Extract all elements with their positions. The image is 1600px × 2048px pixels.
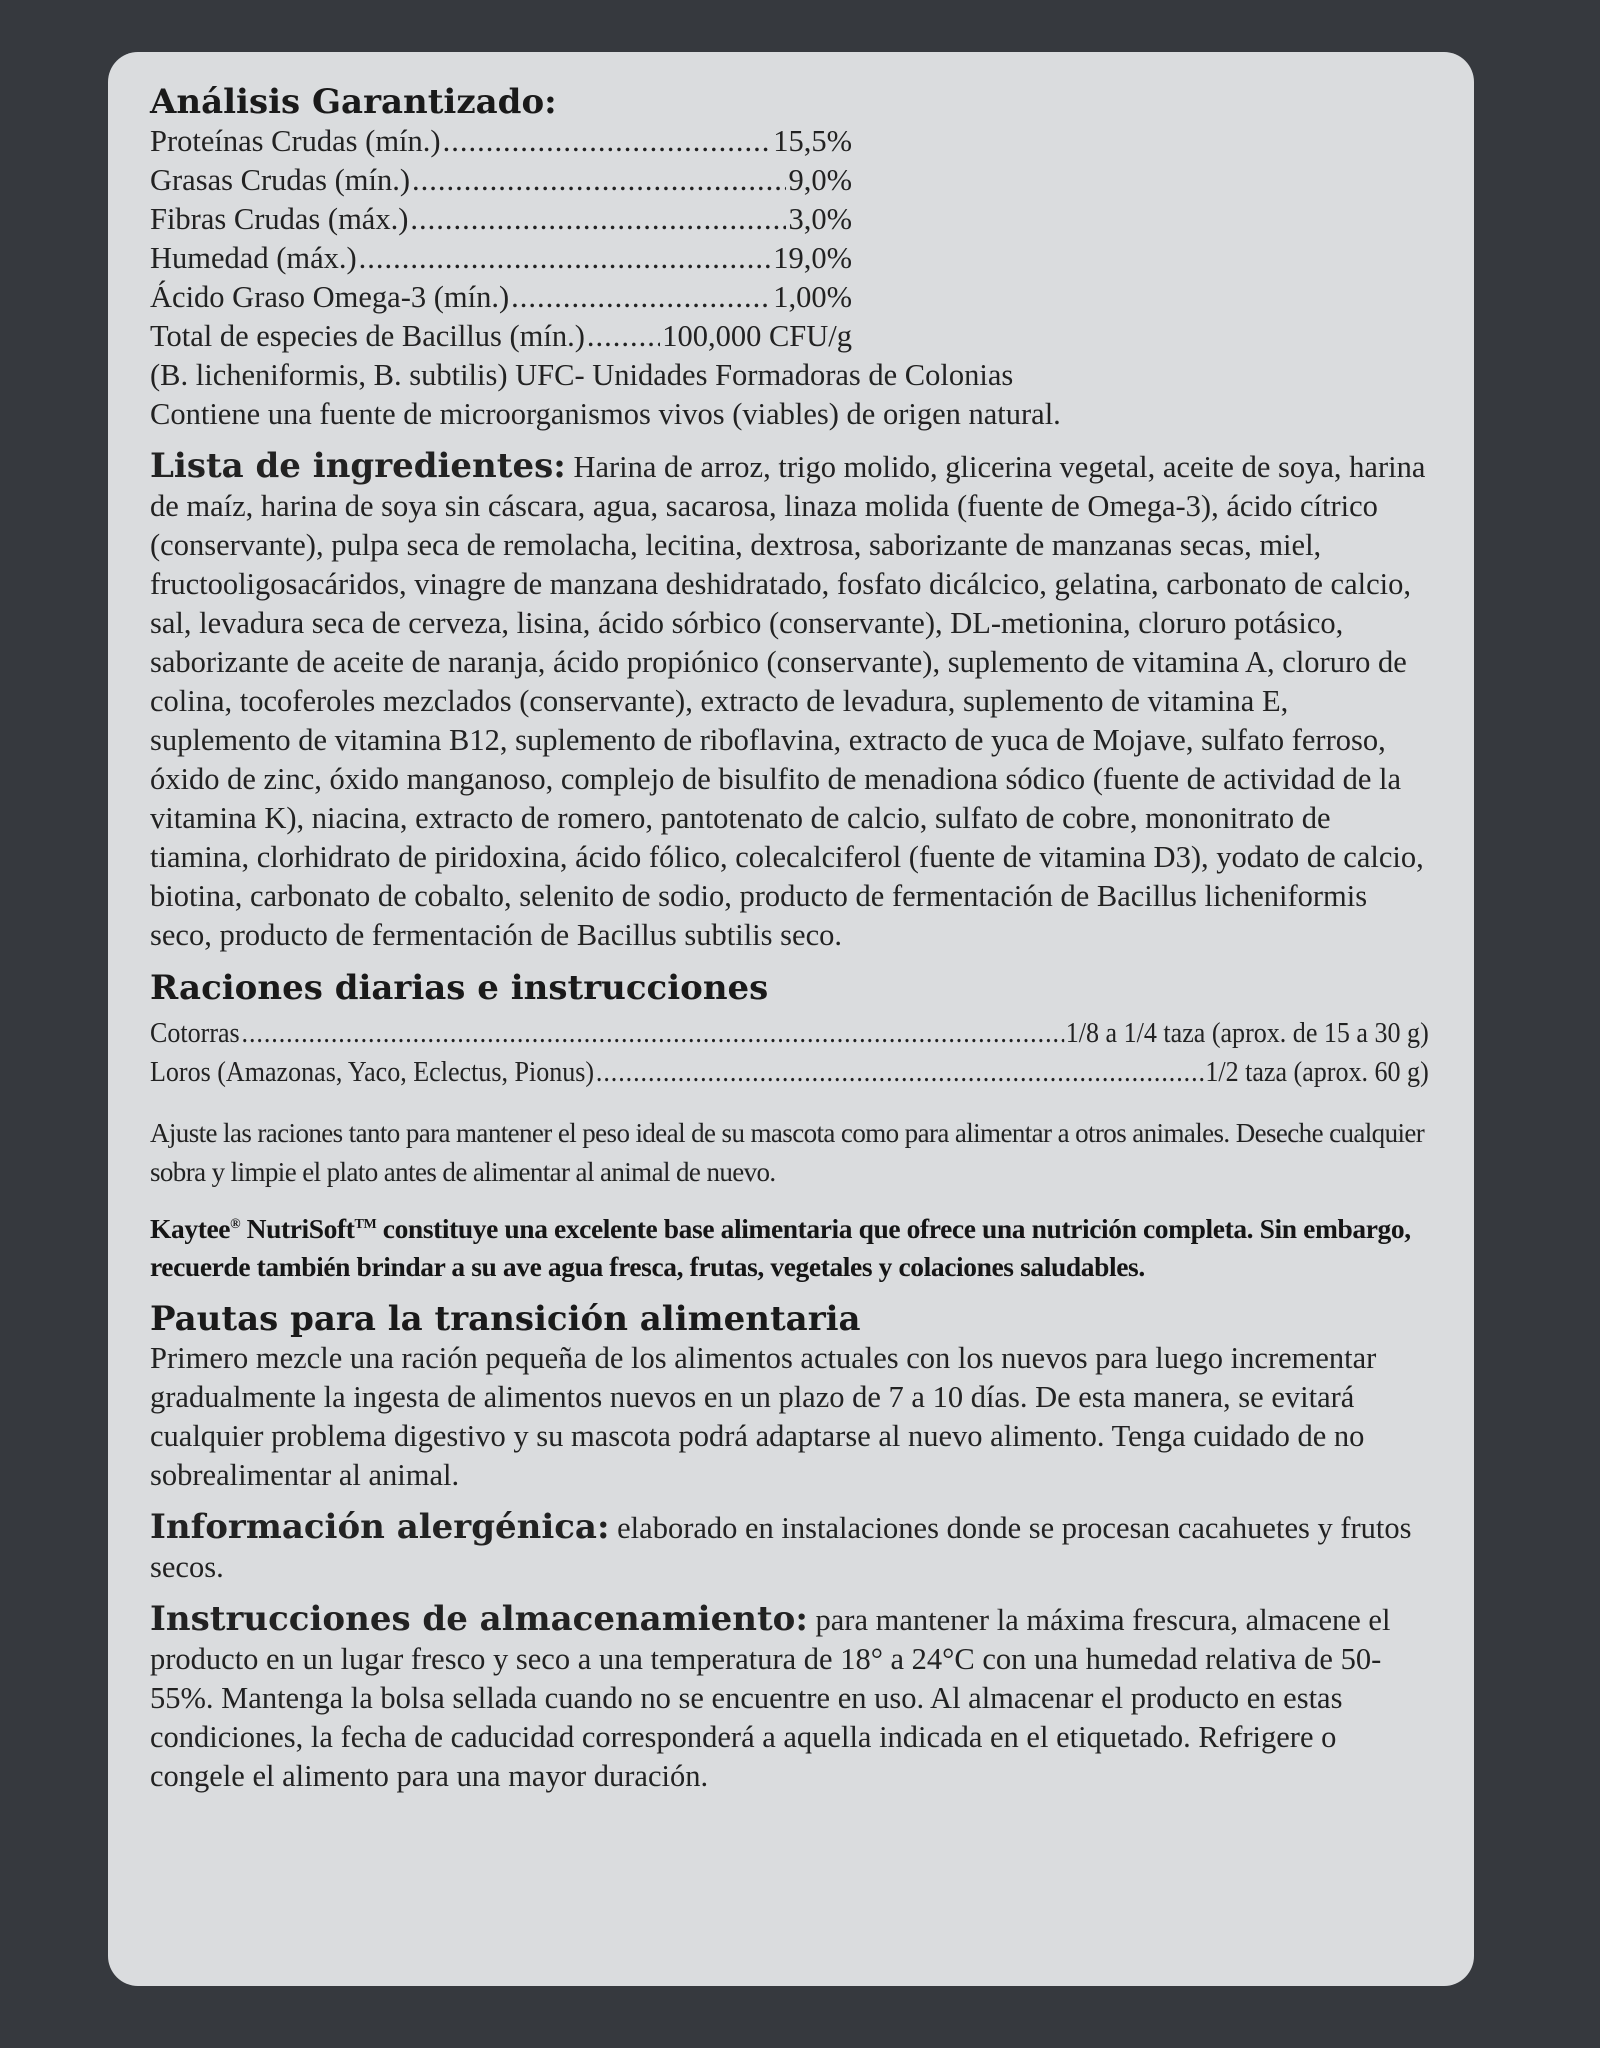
analysis-label: Proteínas Crudas (mín.): [150, 124, 441, 158]
storage-title: Instrucciones de almacenamiento:: [150, 1599, 808, 1639]
feeding-row: [150, 1014, 1429, 1053]
analysis-footnote-live-cultures: Contiene una fuente de microorganismos vivos (viables) de origen natural.: [150, 397, 1061, 431]
analysis-row: [150, 317, 852, 356]
storage-text: para mantener la máxima frescura, almacene el producto en un lugar fresco y seco a una temperatura de 18° a 24°C con una humedad relativa de 50-55%. Mantenga la bolsa sellada cuando no se encuentre en uso. Al almacenar el producto en estas condiciones, la fecha de caducidad corresponderá a aquella indicada en el etiquetado. Refrigere o congele el alimento para una mayor duración.: [150, 1603, 1391, 1793]
analysis-row: [150, 200, 852, 239]
nutrition-statement: [150, 1210, 1434, 1286]
ingredients-section: [150, 447, 1434, 955]
feeding-row: [150, 1053, 1429, 1092]
leader-dots: [511, 278, 771, 317]
guaranteed-analysis-table: [150, 122, 852, 356]
allergen-title: Información alergénica:: [150, 1507, 610, 1547]
allergen-section: [150, 1508, 1434, 1587]
analysis-footnote-cfu: (B. licheniformis, B. subtilis) UFC- Unidades Formadoras de Colonias: [150, 358, 1014, 392]
feeding-label: Loros (Amazonas, Yaco, Eclectus, Pionus): [150, 1057, 595, 1088]
leader-dots: [242, 1014, 1064, 1053]
product-name: NutriSoft: [246, 1213, 355, 1244]
label-panel: [108, 52, 1474, 1986]
analysis-row: [150, 239, 852, 278]
analysis-label: Humedad (máx.): [150, 241, 357, 275]
analysis-value: 3,0%: [788, 202, 852, 236]
analysis-value: 9,0%: [788, 163, 852, 197]
transition-title: Pautas para la transición alimentaria: [150, 1299, 861, 1339]
analysis-row: [150, 278, 852, 317]
analysis-label: Grasas Crudas (mín.): [150, 163, 411, 197]
analysis-value: 1,00%: [773, 280, 852, 314]
feeding-value: 1/2 taza (aprox. 60 g): [1205, 1057, 1429, 1088]
transition-section: [150, 1299, 1434, 1495]
analysis-row: [150, 122, 852, 161]
feeding-value: 1/8 a 1/4 taza (aprox. de 15 a 30 g): [1065, 1018, 1429, 1049]
feeding-table: [150, 1014, 1429, 1092]
analysis-value: 15,5%: [773, 124, 852, 158]
leader-dots: [412, 161, 786, 200]
guaranteed-analysis-section: [150, 82, 1434, 434]
analysis-value: 100,000 CFU/g: [662, 319, 852, 353]
registered-mark: ®: [230, 1216, 241, 1232]
trademark-mark: TM: [354, 1216, 377, 1232]
allergen-text: elaborado en instalaciones donde se procesan cacahuetes y frutos secos.: [150, 1511, 1412, 1584]
ingredients-text: Harina de arroz, trigo molido, glicerina vegetal, aceite de soya, harina de maíz, harina de soya sin cáscara, agua, sacarosa, linaza molida (fuente de Omega-3), ácido cítrico (conservante), pulpa seca de remolacha, lecitina, dextrosa, saborizante de manzanas secas, miel, fructooligosacáridos, vinagre de manzana deshidratado, fosfato dicálcico, gelatina, carbonato de calcio, sal, levadura seca de cerveza, lisina, ácido sórbico (conservante), DL-metionina, cloruro potásico, saborizante de aceite de naranja, ácido propiónico (conservante), suplemento de vitamina A, cloruro de colina, tocoferoles mezclados (conservante), extracto de levadura, suplemento de vitamina E, suplemento de vitamina B12, suplemento de riboflavina, extracto de yuca de Mojave, sulfato ferroso, óxido de zinc, óxido manganoso, complejo de bisulfito de menadiona sódico (fuente de actividad de la vitamina K), niacina, extracto de romero, pantotenato de calcio, sulfato de cobre, mononitrato de tiamina, clorhidrato de piridoxina, ácido fólico, colecalciferol (fuente de vitamina D3), yodato de calcio, biotina, carbonato de cobalto, selenito de sodio, producto de fermentación de Bacillus licheniformis seco, producto de fermentación de Bacillus subtilis seco.: [150, 450, 1426, 952]
analysis-label: Total de especies de Bacillus (mín.): [150, 319, 585, 353]
leader-dots: [443, 122, 772, 161]
leader-dots: [410, 200, 786, 239]
feeding-note: Ajuste las raciones tanto para mantener el peso ideal de su mascota como para alimentar a otros animales. Deseche cualquier sobra y limpie el plato antes de alimentar al animal de nuevo.: [150, 1118, 1425, 1187]
brand-name: Kaytee: [150, 1213, 231, 1244]
analysis-label: Ácido Graso Omega-3 (mín.): [150, 280, 510, 314]
analysis-row: [150, 161, 852, 200]
analysis-value: 19,0%: [773, 241, 852, 275]
analysis-label: Fibras Crudas (máx.): [150, 202, 409, 236]
feeding-section: [150, 968, 1434, 1286]
storage-section: [150, 1600, 1434, 1796]
feeding-title: Raciones diarias e instrucciones: [150, 968, 769, 1008]
nutrition-statement-text: constituye una excelente base alimentaria que ofrece una nutrición completa. Sin embargo, recuerde también brindar a su ave agua fresca, frutas, vegetales y colaciones saludables.: [150, 1213, 1411, 1282]
guaranteed-analysis-title: Análisis Garantizado:: [150, 82, 557, 122]
transition-text: Primero mezcle una ración pequeña de los alimentos actuales con los nuevos para luego incrementar gradualmente la ingesta de alimentos nuevos en un plazo de 7 a 10 días. De esta manera, se evitará cualquier problema digestivo y su mascota podrá adaptarse al nuevo alimento. Tenga cuidado de no sobrealimentar al animal.: [150, 1341, 1377, 1492]
leader-dots: [359, 239, 772, 278]
ingredients-title: Lista de ingredientes:: [150, 446, 566, 486]
leader-dots: [587, 317, 660, 356]
leader-dots: [596, 1053, 1204, 1092]
feeding-label: Cotorras: [150, 1018, 240, 1049]
